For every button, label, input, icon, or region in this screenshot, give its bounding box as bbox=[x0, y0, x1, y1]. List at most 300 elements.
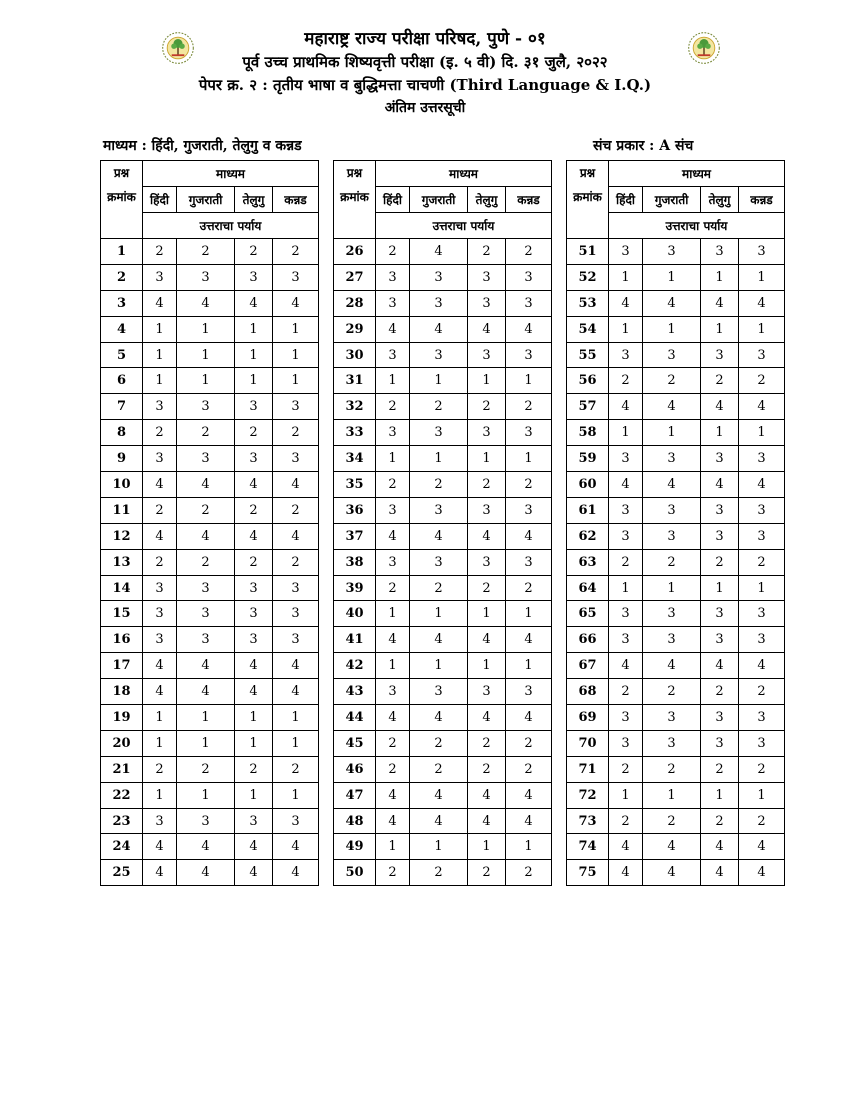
answer-cell: 2 bbox=[273, 756, 319, 782]
answer-cell: 4 bbox=[143, 834, 177, 860]
answer-cell: 1 bbox=[235, 730, 273, 756]
set-type-label: संच प्रकार : A संच bbox=[593, 138, 694, 154]
question-number: 23 bbox=[101, 808, 143, 834]
table-row bbox=[567, 860, 785, 886]
answer-cell: 1 bbox=[643, 420, 701, 446]
answer-cell: 2 bbox=[468, 575, 506, 601]
language-header: हिंदी bbox=[376, 187, 410, 213]
number-label: क्रमांक bbox=[340, 190, 369, 204]
answer-cell: 1 bbox=[506, 653, 552, 679]
answer-cell: 4 bbox=[143, 472, 177, 498]
table-row bbox=[567, 834, 785, 860]
table-row bbox=[567, 627, 785, 653]
answer-cell: 4 bbox=[506, 316, 552, 342]
table-row bbox=[334, 497, 552, 523]
table-row bbox=[334, 575, 552, 601]
answer-cell: 1 bbox=[273, 730, 319, 756]
answer-cell: 3 bbox=[273, 264, 319, 290]
answer-cell: 1 bbox=[143, 705, 177, 731]
question-number: 65 bbox=[567, 601, 609, 627]
answer-cell: 1 bbox=[235, 316, 273, 342]
answer-cell: 3 bbox=[468, 290, 506, 316]
answer-cell: 4 bbox=[701, 653, 739, 679]
question-number: 60 bbox=[567, 472, 609, 498]
answer-cell: 2 bbox=[376, 472, 410, 498]
answer-cell: 4 bbox=[701, 290, 739, 316]
answer-cell: 2 bbox=[143, 239, 177, 265]
answer-cell: 2 bbox=[235, 549, 273, 575]
table-row bbox=[334, 730, 552, 756]
answer-cell: 1 bbox=[643, 575, 701, 601]
answer-cell: 2 bbox=[143, 420, 177, 446]
answer-cell: 4 bbox=[609, 653, 643, 679]
answer-cell: 3 bbox=[177, 575, 235, 601]
table-row bbox=[101, 679, 319, 705]
question-number: 57 bbox=[567, 394, 609, 420]
answer-cell: 4 bbox=[235, 834, 273, 860]
answer-cell: 3 bbox=[376, 420, 410, 446]
answer-cell: 4 bbox=[468, 627, 506, 653]
answer-cell: 4 bbox=[468, 782, 506, 808]
question-number: 36 bbox=[334, 497, 376, 523]
exam-title: पूर्व उच्च प्राथमिक शिष्यवृत्ती परीक्षा (इ. ५ वी) दि. ३१ जुलै, २०२२ bbox=[242, 53, 608, 71]
board-title: महाराष्ट्र राज्य परीक्षा परिषद, पुणे - ०१ bbox=[304, 29, 546, 49]
table-row bbox=[101, 575, 319, 601]
answer-cell: 1 bbox=[701, 420, 739, 446]
question-number: 70 bbox=[567, 730, 609, 756]
question-number: 48 bbox=[334, 808, 376, 834]
answer-cell: 2 bbox=[609, 679, 643, 705]
table-row bbox=[101, 446, 319, 472]
table-row bbox=[334, 756, 552, 782]
answer-cell: 1 bbox=[273, 705, 319, 731]
answer-cell: 4 bbox=[410, 808, 468, 834]
language-header: गुजराती bbox=[177, 187, 235, 213]
answer-cell: 2 bbox=[376, 756, 410, 782]
table-row bbox=[567, 446, 785, 472]
table-row bbox=[334, 394, 552, 420]
answer-cell: 4 bbox=[701, 394, 739, 420]
table-row bbox=[101, 549, 319, 575]
language-header: हिंदी bbox=[609, 187, 643, 213]
answer-cell: 4 bbox=[468, 808, 506, 834]
answer-cell: 2 bbox=[739, 549, 785, 575]
medium-header: माध्यम bbox=[609, 161, 785, 187]
question-number: 34 bbox=[334, 446, 376, 472]
answer-cell: 1 bbox=[739, 264, 785, 290]
table-row bbox=[567, 394, 785, 420]
answer-cell: 1 bbox=[609, 420, 643, 446]
answer-cell: 2 bbox=[376, 394, 410, 420]
answer-cell: 3 bbox=[609, 446, 643, 472]
header-row bbox=[101, 161, 319, 187]
language-header: कन्नड bbox=[273, 187, 319, 213]
question-number: 66 bbox=[567, 627, 609, 653]
answer-cell: 4 bbox=[643, 860, 701, 886]
answer-cell: 1 bbox=[468, 834, 506, 860]
answer-cell: 4 bbox=[273, 834, 319, 860]
answer-cell: 3 bbox=[410, 549, 468, 575]
answer-cell: 4 bbox=[701, 860, 739, 886]
question-number: 33 bbox=[334, 420, 376, 446]
answer-cell: 1 bbox=[739, 420, 785, 446]
question-number: 11 bbox=[101, 497, 143, 523]
answer-cell: 2 bbox=[235, 497, 273, 523]
answer-cell: 3 bbox=[739, 705, 785, 731]
answer-cell: 4 bbox=[643, 394, 701, 420]
answer-cell: 1 bbox=[739, 575, 785, 601]
answer-cell: 2 bbox=[410, 756, 468, 782]
answer-cell: 3 bbox=[143, 808, 177, 834]
answer-cell: 3 bbox=[468, 549, 506, 575]
answer-cell: 2 bbox=[177, 756, 235, 782]
answer-cell: 3 bbox=[177, 601, 235, 627]
question-number: 8 bbox=[101, 420, 143, 446]
answer-cell: 4 bbox=[177, 860, 235, 886]
answer-cell: 4 bbox=[235, 679, 273, 705]
question-number: 61 bbox=[567, 497, 609, 523]
table-row bbox=[567, 756, 785, 782]
answer-cell: 2 bbox=[410, 472, 468, 498]
answer-cell: 3 bbox=[376, 264, 410, 290]
answer-cell: 3 bbox=[273, 627, 319, 653]
table-row bbox=[567, 730, 785, 756]
question-number: 12 bbox=[101, 523, 143, 549]
answer-cell: 4 bbox=[609, 834, 643, 860]
answer-cell: 1 bbox=[410, 368, 468, 394]
answer-cell: 3 bbox=[609, 342, 643, 368]
question-number: 47 bbox=[334, 782, 376, 808]
table-row bbox=[101, 808, 319, 834]
answer-cell: 4 bbox=[235, 290, 273, 316]
answer-cell: 2 bbox=[609, 756, 643, 782]
answer-cell: 3 bbox=[177, 627, 235, 653]
answer-cell: 2 bbox=[410, 860, 468, 886]
answer-cell: 1 bbox=[143, 342, 177, 368]
table-row bbox=[567, 549, 785, 575]
answer-cell: 3 bbox=[143, 601, 177, 627]
answer-cell: 2 bbox=[410, 394, 468, 420]
question-number: 49 bbox=[334, 834, 376, 860]
question-number: 72 bbox=[567, 782, 609, 808]
answer-cell: 4 bbox=[273, 860, 319, 886]
answer-cell: 4 bbox=[410, 627, 468, 653]
table-row bbox=[334, 264, 552, 290]
answer-cell: 3 bbox=[739, 342, 785, 368]
question-number: 32 bbox=[334, 394, 376, 420]
question-number: 3 bbox=[101, 290, 143, 316]
answer-cell: 3 bbox=[701, 523, 739, 549]
answer-cell: 2 bbox=[609, 808, 643, 834]
question-number: 2 bbox=[101, 264, 143, 290]
answer-cell: 3 bbox=[273, 446, 319, 472]
answer-cell: 3 bbox=[609, 730, 643, 756]
header-row bbox=[567, 161, 785, 187]
answer-cell: 4 bbox=[273, 523, 319, 549]
answer-cell: 1 bbox=[701, 575, 739, 601]
table-row bbox=[334, 808, 552, 834]
table-row bbox=[101, 342, 319, 368]
table-row bbox=[334, 782, 552, 808]
answer-cell: 4 bbox=[468, 316, 506, 342]
answer-cell: 4 bbox=[143, 523, 177, 549]
answer-cell: 2 bbox=[643, 808, 701, 834]
answer-cell: 3 bbox=[376, 342, 410, 368]
answer-cell: 2 bbox=[701, 756, 739, 782]
question-number-header bbox=[334, 161, 376, 239]
answer-cell: 3 bbox=[376, 679, 410, 705]
question-number: 26 bbox=[334, 239, 376, 265]
answer-cell: 1 bbox=[701, 264, 739, 290]
answer-cell: 2 bbox=[177, 420, 235, 446]
table-row bbox=[101, 730, 319, 756]
question-number: 35 bbox=[334, 472, 376, 498]
answer-cell: 1 bbox=[643, 782, 701, 808]
answer-cell: 3 bbox=[273, 394, 319, 420]
answer-cell: 2 bbox=[468, 239, 506, 265]
table-row bbox=[567, 316, 785, 342]
answer-cell: 2 bbox=[701, 549, 739, 575]
table-row bbox=[334, 601, 552, 627]
question-label: प्रश्न bbox=[346, 166, 363, 180]
answer-cell: 1 bbox=[273, 782, 319, 808]
answer-cell: 1 bbox=[609, 264, 643, 290]
answer-cell: 4 bbox=[739, 860, 785, 886]
answer-cell: 3 bbox=[177, 264, 235, 290]
table-row bbox=[101, 860, 319, 886]
answer-key-title: अंतिम उत्तरसूची bbox=[384, 100, 466, 116]
question-number: 27 bbox=[334, 264, 376, 290]
question-number: 40 bbox=[334, 601, 376, 627]
answer-cell: 2 bbox=[410, 575, 468, 601]
answer-cell: 1 bbox=[410, 834, 468, 860]
answer-cell: 3 bbox=[643, 627, 701, 653]
table-row bbox=[567, 523, 785, 549]
answer-cell: 4 bbox=[468, 523, 506, 549]
answer-cell: 2 bbox=[177, 549, 235, 575]
answer-cell: 2 bbox=[506, 239, 552, 265]
answer-option-header: उत्तराचा पर्याय bbox=[143, 213, 319, 239]
question-number: 10 bbox=[101, 472, 143, 498]
answer-cell: 3 bbox=[643, 497, 701, 523]
answer-cell: 4 bbox=[643, 653, 701, 679]
number-label: क्रमांक bbox=[107, 190, 136, 204]
answer-cell: 3 bbox=[143, 627, 177, 653]
table-row bbox=[567, 705, 785, 731]
table-row bbox=[101, 394, 319, 420]
question-number: 13 bbox=[101, 549, 143, 575]
answer-cell: 1 bbox=[177, 730, 235, 756]
question-number: 14 bbox=[101, 575, 143, 601]
language-header: तेलुगु bbox=[468, 187, 506, 213]
answer-cell: 4 bbox=[506, 705, 552, 731]
answer-cell: 2 bbox=[506, 860, 552, 886]
answer-cell: 4 bbox=[273, 472, 319, 498]
table-row bbox=[567, 497, 785, 523]
answer-cell: 2 bbox=[273, 239, 319, 265]
table-row bbox=[334, 290, 552, 316]
table-row bbox=[567, 653, 785, 679]
answer-cell: 3 bbox=[739, 730, 785, 756]
answer-cell: 1 bbox=[468, 368, 506, 394]
answer-cell: 4 bbox=[643, 834, 701, 860]
answer-cell: 3 bbox=[235, 264, 273, 290]
question-number: 45 bbox=[334, 730, 376, 756]
table-row bbox=[101, 653, 319, 679]
answer-cell: 1 bbox=[506, 446, 552, 472]
answer-cell: 3 bbox=[177, 808, 235, 834]
answer-cell: 1 bbox=[643, 316, 701, 342]
answer-cell: 3 bbox=[468, 264, 506, 290]
question-number: 46 bbox=[334, 756, 376, 782]
language-header: कन्नड bbox=[739, 187, 785, 213]
table-row bbox=[334, 472, 552, 498]
answer-cell: 3 bbox=[235, 575, 273, 601]
question-number: 42 bbox=[334, 653, 376, 679]
answer-cell: 3 bbox=[410, 497, 468, 523]
question-number: 24 bbox=[101, 834, 143, 860]
answer-cell: 2 bbox=[468, 394, 506, 420]
answer-cell: 4 bbox=[410, 239, 468, 265]
answer-cell: 1 bbox=[410, 653, 468, 679]
table-row bbox=[567, 679, 785, 705]
answer-cell: 2 bbox=[739, 756, 785, 782]
table-row bbox=[334, 523, 552, 549]
answer-cell: 4 bbox=[410, 705, 468, 731]
answer-cell: 4 bbox=[273, 653, 319, 679]
answer-cell: 3 bbox=[410, 264, 468, 290]
answer-cell: 1 bbox=[410, 601, 468, 627]
answer-cell: 3 bbox=[701, 601, 739, 627]
language-header: कन्नड bbox=[506, 187, 552, 213]
question-number: 69 bbox=[567, 705, 609, 731]
question-number: 62 bbox=[567, 523, 609, 549]
answer-cell: 3 bbox=[701, 446, 739, 472]
table-row bbox=[334, 679, 552, 705]
question-number: 56 bbox=[567, 368, 609, 394]
answer-cell: 4 bbox=[739, 834, 785, 860]
answer-cell: 2 bbox=[235, 756, 273, 782]
question-number: 16 bbox=[101, 627, 143, 653]
answer-cell: 2 bbox=[273, 549, 319, 575]
question-number: 39 bbox=[334, 575, 376, 601]
answer-cell: 3 bbox=[739, 627, 785, 653]
answer-cell: 3 bbox=[410, 290, 468, 316]
question-number: 67 bbox=[567, 653, 609, 679]
answer-cell: 2 bbox=[273, 497, 319, 523]
question-number: 30 bbox=[334, 342, 376, 368]
answer-key-tables bbox=[100, 160, 784, 888]
answer-cell: 1 bbox=[177, 316, 235, 342]
question-number: 53 bbox=[567, 290, 609, 316]
answer-cell: 4 bbox=[609, 860, 643, 886]
answer-cell: 1 bbox=[143, 730, 177, 756]
meta-row bbox=[103, 136, 783, 156]
answer-cell: 1 bbox=[235, 368, 273, 394]
table-row bbox=[334, 549, 552, 575]
answer-cell: 2 bbox=[701, 808, 739, 834]
question-number: 74 bbox=[567, 834, 609, 860]
answer-cell: 3 bbox=[410, 420, 468, 446]
answer-cell: 1 bbox=[609, 782, 643, 808]
answer-cell: 4 bbox=[177, 290, 235, 316]
answer-cell: 3 bbox=[143, 394, 177, 420]
answer-cell: 3 bbox=[235, 446, 273, 472]
answer-cell: 1 bbox=[506, 601, 552, 627]
answer-cell: 1 bbox=[143, 316, 177, 342]
question-number: 63 bbox=[567, 549, 609, 575]
answer-cell: 2 bbox=[701, 368, 739, 394]
answer-cell: 3 bbox=[739, 239, 785, 265]
answer-cell: 4 bbox=[739, 653, 785, 679]
table-row bbox=[101, 601, 319, 627]
answer-cell: 3 bbox=[701, 627, 739, 653]
table-row bbox=[101, 368, 319, 394]
question-number: 54 bbox=[567, 316, 609, 342]
question-number: 50 bbox=[334, 860, 376, 886]
answer-cell: 1 bbox=[643, 264, 701, 290]
question-number: 7 bbox=[101, 394, 143, 420]
answer-cell: 1 bbox=[739, 782, 785, 808]
answer-cell: 4 bbox=[739, 472, 785, 498]
answer-cell: 4 bbox=[376, 705, 410, 731]
question-number: 58 bbox=[567, 420, 609, 446]
medium-header: माध्यम bbox=[143, 161, 319, 187]
answer-cell: 4 bbox=[643, 472, 701, 498]
answer-cell: 3 bbox=[506, 290, 552, 316]
document-header bbox=[0, 28, 850, 120]
answer-cell: 3 bbox=[701, 705, 739, 731]
answer-cell: 1 bbox=[376, 368, 410, 394]
answer-cell: 4 bbox=[701, 472, 739, 498]
question-label: प्रश्न bbox=[113, 166, 130, 180]
answer-cell: 1 bbox=[609, 316, 643, 342]
answer-cell: 1 bbox=[739, 316, 785, 342]
table-row bbox=[334, 420, 552, 446]
question-number-header bbox=[101, 161, 143, 239]
table-row bbox=[567, 239, 785, 265]
answer-cell: 1 bbox=[235, 342, 273, 368]
table-row bbox=[567, 575, 785, 601]
answer-cell: 3 bbox=[235, 601, 273, 627]
answer-cell: 3 bbox=[468, 420, 506, 446]
answer-cell: 3 bbox=[177, 394, 235, 420]
answer-cell: 2 bbox=[609, 368, 643, 394]
answer-cell: 2 bbox=[739, 679, 785, 705]
answer-table bbox=[566, 160, 785, 886]
table-row bbox=[567, 472, 785, 498]
question-number: 68 bbox=[567, 679, 609, 705]
answer-cell: 4 bbox=[143, 290, 177, 316]
answer-cell: 1 bbox=[701, 316, 739, 342]
answer-cell: 4 bbox=[739, 290, 785, 316]
answer-cell: 4 bbox=[235, 860, 273, 886]
answer-cell: 2 bbox=[643, 368, 701, 394]
answer-cell: 2 bbox=[143, 497, 177, 523]
language-header: हिंदी bbox=[143, 187, 177, 213]
answer-cell: 4 bbox=[609, 394, 643, 420]
answer-cell: 2 bbox=[235, 420, 273, 446]
answer-cell: 3 bbox=[643, 239, 701, 265]
answer-cell: 3 bbox=[609, 627, 643, 653]
answer-cell: 3 bbox=[235, 394, 273, 420]
answer-cell: 2 bbox=[609, 549, 643, 575]
table-row bbox=[101, 472, 319, 498]
answer-cell: 2 bbox=[177, 497, 235, 523]
answer-cell: 3 bbox=[506, 497, 552, 523]
answer-cell: 2 bbox=[643, 549, 701, 575]
answer-cell: 3 bbox=[643, 601, 701, 627]
